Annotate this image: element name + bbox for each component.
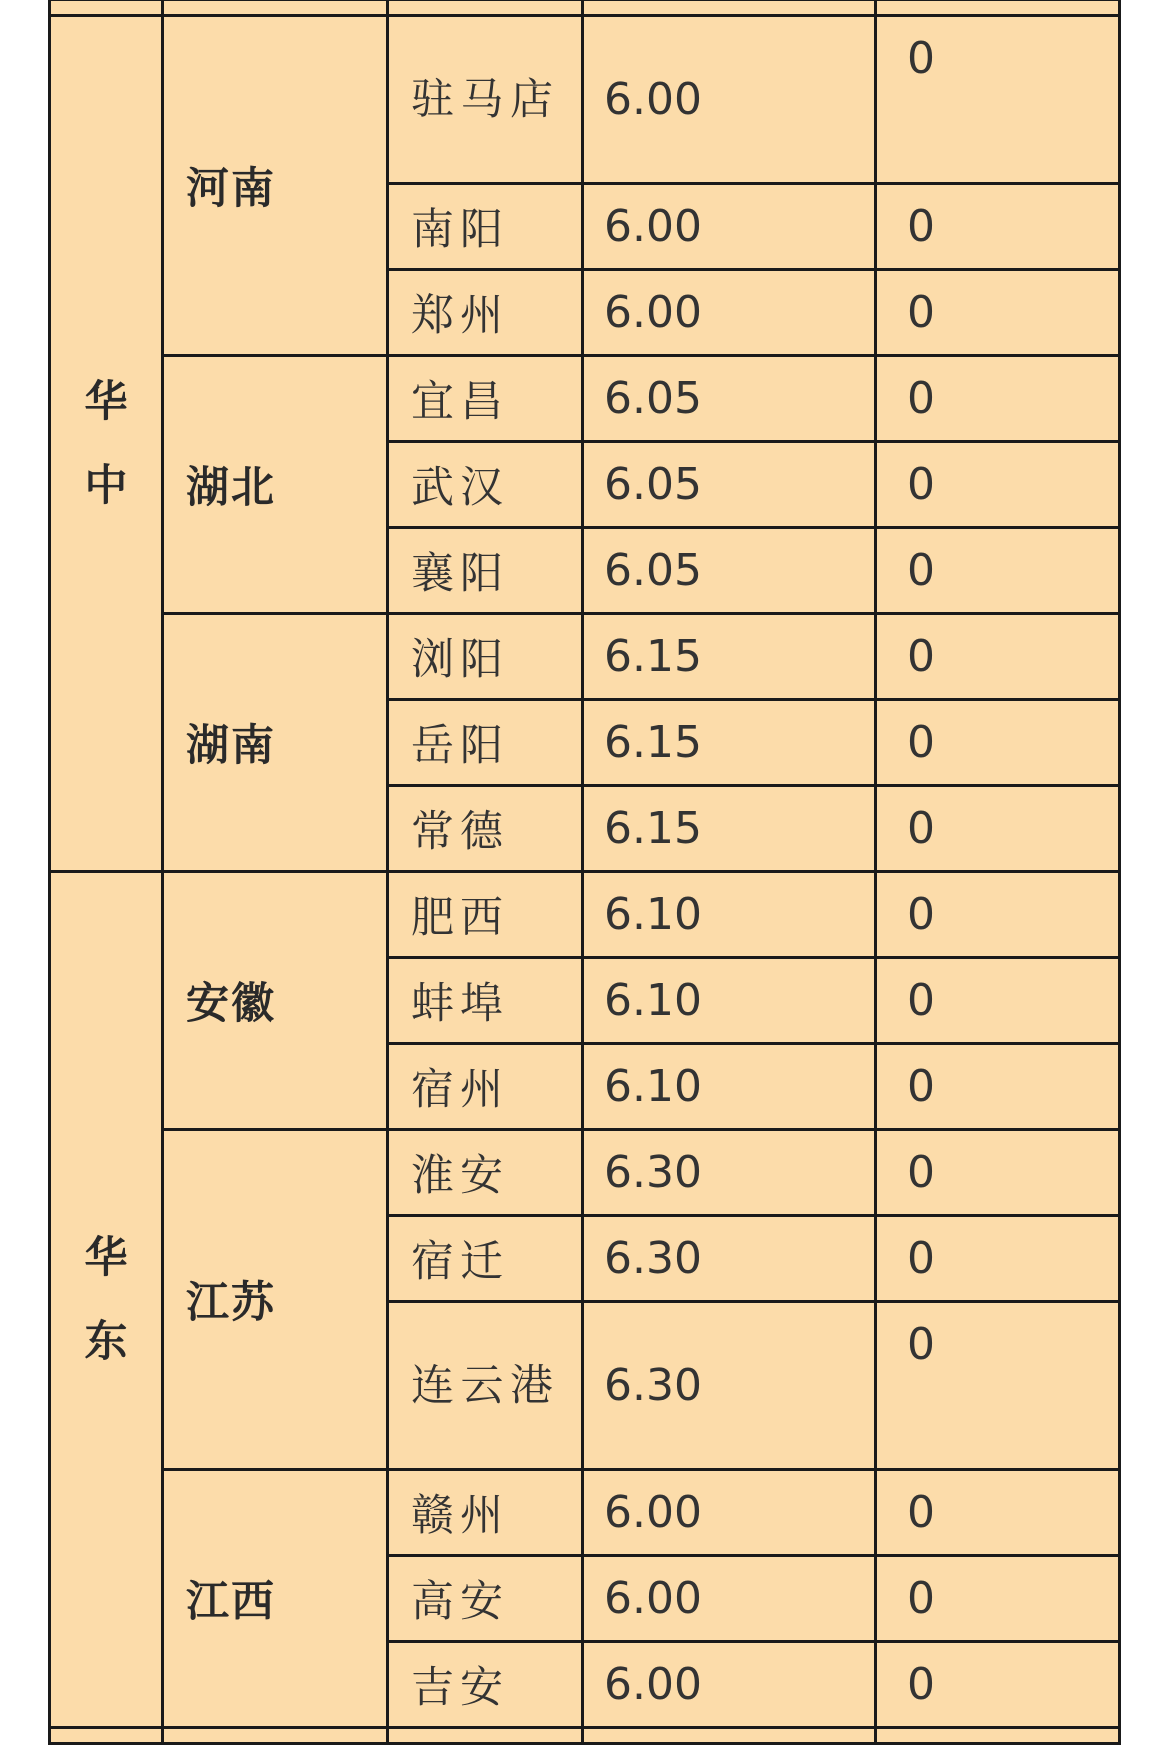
change-value: 0 [876, 184, 1120, 270]
change-value: 0 [876, 1216, 1120, 1302]
province-label: 安徽 [163, 872, 388, 1130]
price-value: 6.10 [583, 872, 876, 958]
cell-empty [583, 0, 876, 16]
table-row-cut-top [50, 0, 1120, 16]
city-label: 南阳 [388, 184, 583, 270]
change-value: 0 [876, 1556, 1120, 1642]
city-label: 常德 [388, 786, 583, 872]
city-label: 赣州 [388, 1470, 583, 1556]
price-value: 6.10 [583, 958, 876, 1044]
change-value: 0 [876, 1130, 1120, 1216]
cell-empty [388, 1728, 583, 1744]
city-label: 驻马店 [388, 16, 583, 184]
city-label: 岳阳 [388, 700, 583, 786]
change-value: 0 [876, 528, 1120, 614]
city-label: 高安 [388, 1556, 583, 1642]
city-label: 淮安 [388, 1130, 583, 1216]
change-value: 0 [876, 356, 1120, 442]
city-label: 浏阳 [388, 614, 583, 700]
price-value: 6.05 [583, 442, 876, 528]
price-value: 6.15 [583, 614, 876, 700]
price-value: 6.00 [583, 16, 876, 184]
price-value: 6.15 [583, 700, 876, 786]
province-label: 湖北 [163, 356, 388, 614]
city-label: 吉安 [388, 1642, 583, 1728]
price-value: 6.00 [583, 1470, 876, 1556]
change-value: 0 [876, 442, 1120, 528]
table-row [50, 1130, 1120, 1216]
price-value: 6.00 [583, 1642, 876, 1728]
price-value: 6.05 [583, 528, 876, 614]
change-value: 0 [876, 786, 1120, 872]
city-label: 郑州 [388, 270, 583, 356]
price-table [48, 0, 1121, 1745]
change-value: 0 [876, 700, 1120, 786]
province-label: 江苏 [163, 1130, 388, 1470]
table-row [50, 872, 1120, 958]
table-body [50, 0, 1120, 1744]
province-label: 湖南 [163, 614, 388, 872]
city-label: 肥西 [388, 872, 583, 958]
city-label: 蚌埠 [388, 958, 583, 1044]
cell-empty [50, 1728, 163, 1744]
cell-empty [388, 0, 583, 16]
price-value: 6.30 [583, 1216, 876, 1302]
price-value: 6.00 [583, 1556, 876, 1642]
table-row-cut-bottom [50, 1728, 1120, 1744]
price-value: 6.00 [583, 270, 876, 356]
change-value: 0 [876, 270, 1120, 356]
price-value: 6.05 [583, 356, 876, 442]
city-label: 宜昌 [388, 356, 583, 442]
region-cell [50, 16, 163, 872]
price-value: 6.30 [583, 1302, 876, 1470]
change-value: 0 [876, 1044, 1120, 1130]
change-value: 0 [876, 872, 1120, 958]
city-label: 连云港 [388, 1302, 583, 1470]
change-value: 0 [876, 614, 1120, 700]
cell-empty [876, 1728, 1120, 1744]
change-value: 0 [876, 1642, 1120, 1728]
price-value: 6.15 [583, 786, 876, 872]
change-value: 0 [876, 1470, 1120, 1556]
city-label: 宿州 [388, 1044, 583, 1130]
change-value: 0 [876, 1302, 1120, 1470]
region-cell [50, 872, 163, 1728]
region-label: 华中 [84, 376, 128, 511]
cell-empty [163, 1728, 388, 1744]
change-value: 0 [876, 958, 1120, 1044]
cell-empty [876, 0, 1120, 16]
province-label: 江西 [163, 1470, 388, 1728]
cell-empty [163, 0, 388, 16]
city-label: 武汉 [388, 442, 583, 528]
table-row [50, 1470, 1120, 1556]
table-row [50, 16, 1120, 184]
city-label: 襄阳 [388, 528, 583, 614]
table-row [50, 614, 1120, 700]
cell-empty [583, 1728, 876, 1744]
price-value: 6.10 [583, 1044, 876, 1130]
province-label: 河南 [163, 16, 388, 356]
region-label: 华东 [84, 1232, 128, 1367]
price-value: 6.00 [583, 184, 876, 270]
cell-empty [50, 0, 163, 16]
city-label: 宿迁 [388, 1216, 583, 1302]
change-value: 0 [876, 16, 1120, 184]
table-row [50, 356, 1120, 442]
price-value: 6.30 [583, 1130, 876, 1216]
